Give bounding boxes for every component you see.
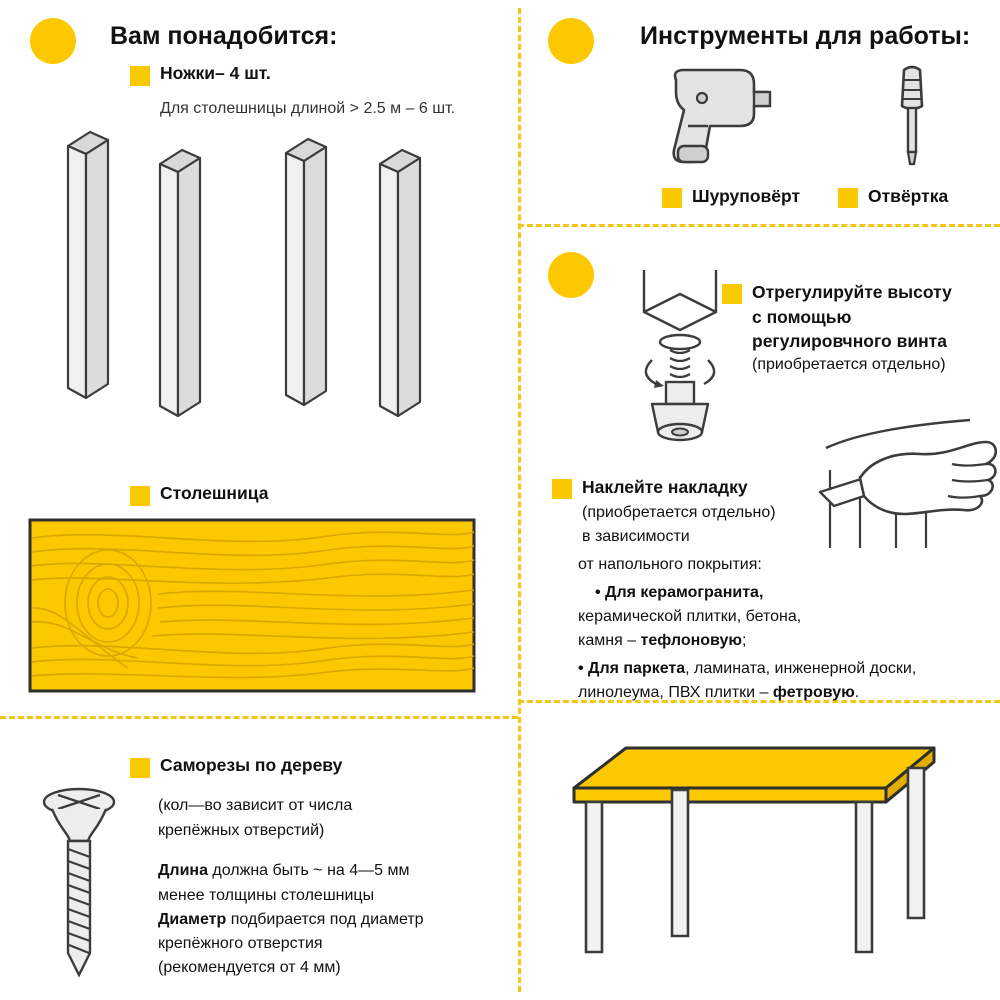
left-heading: Вам понадобится: [110,22,338,50]
screw-length-spec-line2: менее толщины столешницы [158,887,375,904]
pad-title: Наклейте накладку [582,477,748,497]
screw-diameter-spec-line3: (рекомендуется от 4 мм) [158,959,341,976]
drill-marker [662,188,682,208]
drill-label: Шуруповёрт [692,186,801,206]
adjust-line3: регулировчного винта [752,331,947,351]
divider-left [0,716,518,719]
screws-label: Саморезы по дереву [160,755,343,775]
screw-diameter-spec-line2: крепёжного отверстия [158,935,323,952]
pad-bullet1-line2: керамической плитки, бетона, [578,608,802,625]
vertical-divider [518,8,521,992]
pad-line2: в зависимости [582,528,690,545]
pad-bullet1-line3: камня – тефлоновую; [578,632,747,649]
screws-marker [130,758,150,778]
screwdriver-marker [838,188,858,208]
adjust-line2: с помощью [752,307,852,327]
assembled-table-illustration [556,728,956,968]
pad-marker [552,479,572,499]
screw-length-spec: Длина должна быть ~ на 4—5 мм [158,862,410,879]
screws-note-line2: крепёжных отверстий) [158,822,325,839]
tabletop-illustration [28,518,476,693]
adjust-line1: Отрегулируйте высоту [752,282,952,302]
section-bullet-left [30,18,76,64]
pad-bullet2: • Для паркета, ламината, инженерной доски, [578,660,917,677]
table-leg-illustration-2 [152,148,204,423]
legs-label: Ножки– 4 шт. [160,63,271,83]
screwdriver-icon [882,62,942,172]
pad-bullet1: • Для керамогранита, [595,584,764,601]
legs-note: Для столешницы длиной > 2.5 м – 6 шт. [160,100,456,117]
adjust-marker [722,284,742,304]
pad-line3: от напольного покрытия: [578,556,762,573]
screw-diameter-spec: Диаметр подбирается под диаметр [158,911,424,928]
legs-marker [130,66,150,86]
pad-bullet2-line2: линолеума, ПВХ плитки – фетровую. [578,684,860,701]
screwdriver-label: Отвёртка [868,186,949,206]
tabletop-label: Столешница [160,483,269,503]
right-heading: Инструменты для работы: [640,22,971,50]
section-bullet-right [548,18,594,64]
adjust-note: (приобретается отдельно) [752,356,946,373]
screw-illustration [40,785,118,980]
drill-icon [662,62,782,172]
section-bullet-adjust [548,252,594,298]
divider-right-top [518,224,1000,227]
table-leg-illustration-3 [278,137,330,412]
hand-applying-pad-illustration [800,418,1000,558]
tabletop-marker [130,486,150,506]
table-leg-illustration-4 [372,148,424,423]
table-leg-illustration-1 [60,130,112,405]
screws-note-line1: (кол—во зависит от числа [158,797,353,814]
pad-line1: (приобретается отдельно) [582,504,776,521]
